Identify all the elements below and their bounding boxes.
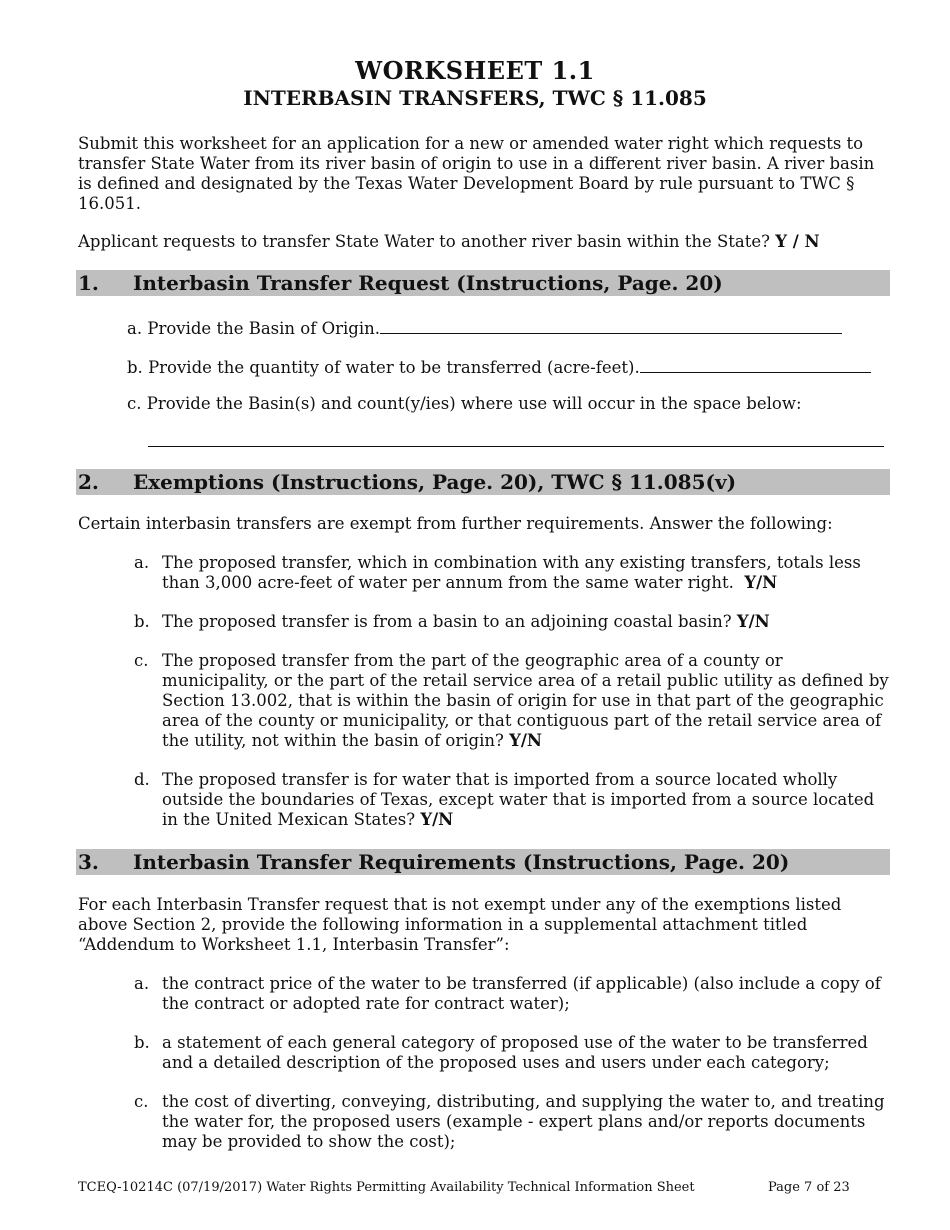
exemption-item-c bbox=[134, 651, 894, 751]
exemption-a-answer[interactable]: Y/N bbox=[744, 573, 778, 592]
applicant-answer-yn[interactable]: Y / N bbox=[775, 232, 820, 251]
footer-form-info: TCEQ-10214C (07/19/2017) Water Rights Permitting Availability Technical Information Sheet bbox=[78, 1180, 695, 1195]
basin-of-origin-text: Provide the Basin of Origin. bbox=[147, 319, 380, 338]
item-label: c. bbox=[134, 651, 149, 670]
requirement-b-text: a statement of each general category of proposed use of the water to be transferred and a detailed description of the proposed uses and users under each category; bbox=[162, 1033, 868, 1072]
section-2-number: 2. bbox=[78, 470, 99, 494]
item-label: c. bbox=[127, 394, 142, 413]
item-label: c. bbox=[134, 1092, 149, 1111]
requirement-c-text: the cost of diverting, conveying, distributing, and supplying the water to, and treating the water for, the proposed users (example - expert plans and/or reports documents may be provided to show the cost); bbox=[162, 1092, 885, 1151]
requirement-item-b bbox=[134, 1033, 894, 1073]
exemption-item-a bbox=[134, 553, 894, 593]
applicant-question bbox=[78, 232, 893, 252]
item-label: b. bbox=[134, 1033, 150, 1052]
item-label: b. bbox=[127, 358, 143, 377]
section-2-intro: Certain interbasin transfers are exempt from further requirements. Answer the following: bbox=[78, 514, 833, 533]
exemption-c-answer[interactable]: Y/N bbox=[509, 731, 542, 750]
section-2-title: Exemptions (Instructions, Page. 20), TWC § 11.085(v) bbox=[133, 470, 737, 494]
section-1-title: Interbasin Transfer Request (Instructions, Page. 20) bbox=[133, 271, 723, 295]
basin-county-item bbox=[127, 394, 802, 414]
section-3-number: 3. bbox=[78, 850, 99, 874]
section-3-title: Interbasin Transfer Requirements (Instructions, Page. 20) bbox=[133, 850, 790, 874]
section-3-intro: For each Interbasin Transfer request that is not exempt under any of the exemptions listed above Section 2, provide the following information in a supplemental attachment titled “Addendum to Worksheet 1.1, Interbasin Transfer”: bbox=[78, 895, 842, 954]
footer-page-number: Page 7 of 23 bbox=[768, 1180, 850, 1195]
exemption-b-answer[interactable]: Y/N bbox=[736, 612, 770, 631]
quantity-item bbox=[127, 355, 871, 378]
requirement-item-a bbox=[134, 974, 894, 1014]
exemption-item-d bbox=[134, 770, 894, 830]
section-1-number: 1. bbox=[78, 271, 99, 295]
section-3-header bbox=[76, 849, 890, 875]
worksheet-subtitle: INTERBASIN TRANSFERS, TWC § 11.085 bbox=[243, 86, 707, 110]
item-label: d. bbox=[134, 770, 150, 789]
basin-county-field[interactable] bbox=[148, 446, 884, 447]
basin-county-text: Provide the Basin(s) and count(y/ies) where use will occur in the space below: bbox=[146, 394, 802, 413]
requirement-item-c bbox=[134, 1092, 894, 1152]
requirement-a-text: the contract price of the water to be transferred (if applicable) (also include a copy of the contract or adopted rate for contract water); bbox=[162, 974, 881, 1013]
item-label: a. bbox=[127, 319, 143, 338]
exemption-a-text: The proposed transfer, which in combination with any existing transfers, totals less than 3,000 acre-feet of water per annum from the same water right. bbox=[162, 553, 861, 592]
worksheet-title: WORKSHEET 1.1 bbox=[355, 56, 595, 85]
section-2-header bbox=[76, 469, 890, 495]
exemption-d-answer[interactable]: Y/N bbox=[420, 810, 454, 829]
item-label: a. bbox=[134, 553, 150, 572]
basin-of-origin-item bbox=[127, 316, 842, 339]
item-label: a. bbox=[134, 974, 150, 993]
exemption-b-text: The proposed transfer is from a basin to an adjoining coastal basin? bbox=[162, 612, 732, 631]
intro-paragraph: Submit this worksheet for an application for a new or amended water right which requests to transfer State Water from its river basin of origin to use in a different river basin. A river basin is defined and designated by the Texas Water Development Board by rule pursuant to TWC § 16.051. bbox=[78, 134, 875, 213]
applicant-question-text: Applicant requests to transfer State Water to another river basin within the State? bbox=[78, 232, 771, 251]
basin-of-origin-field[interactable] bbox=[380, 316, 842, 334]
quantity-text: Provide the quantity of water to be transferred (acre-feet). bbox=[148, 358, 640, 377]
section-1-header bbox=[76, 270, 890, 296]
quantity-field[interactable] bbox=[640, 355, 871, 373]
exemption-c-text: The proposed transfer from the part of the geographic area of a county or municipality, or the part of the retail service area of a retail public utility as defined by Section 13.002, that is within the basin of origin for use in that part of the geographic area of the county or municipality, or that contiguous part of the retail service area of the utility, not within the basin of origin? bbox=[162, 651, 889, 750]
item-label: b. bbox=[134, 612, 150, 631]
exemption-d-text: The proposed transfer is for water that is imported from a source located wholly outside the boundaries of Texas, except water that is imported from a source located in the United Mexican States? bbox=[162, 770, 875, 829]
exemption-item-b bbox=[134, 612, 894, 632]
